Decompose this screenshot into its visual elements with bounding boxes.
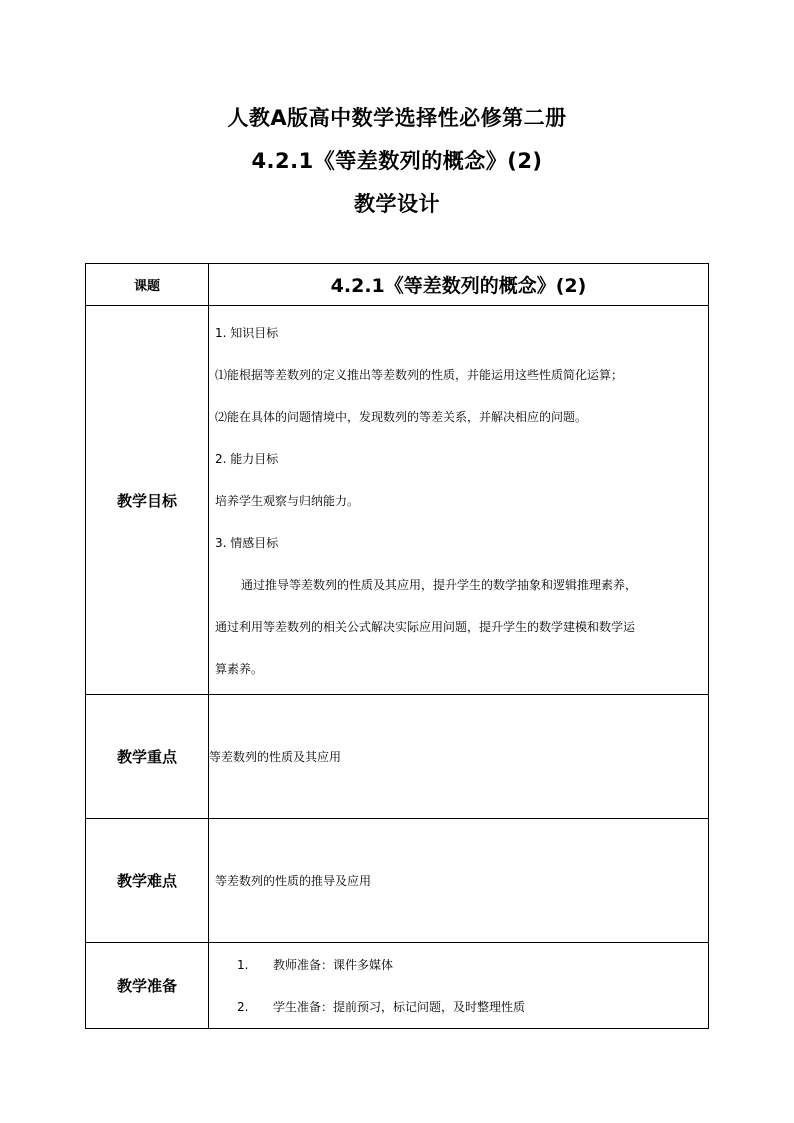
goal-line: 1. 知识目标 (215, 326, 279, 340)
list-item-text: 学生准备：提前预习，标记问题，及时整理性质 (273, 999, 526, 1014)
lesson-plan-table (85, 263, 709, 1029)
goal-line: 通过推导等差数列的性质及其应用，提升学生的数学抽象和逻辑推理素养， (241, 578, 638, 592)
topic-label: 课题 (86, 264, 209, 306)
table-row-goals (86, 306, 709, 695)
preparation-label: 教学准备 (86, 943, 209, 1029)
table-row-key-points (86, 695, 709, 819)
doc-title-line-2: 4.2.1《等差数列的概念》(2) (251, 149, 543, 173)
goal-line: ⑴能根据等差数列的定义推出等差数列的性质，并能运用这些性质简化运算； (215, 368, 624, 382)
table-row-preparation (86, 943, 709, 1029)
goal-line: 培养学生观察与归纳能力。 (215, 494, 360, 508)
goal-line: 通过利用等差数列的相关公式解决实际应用问题，提升学生的数学建模和数学运 (215, 620, 636, 634)
goal-line: ⑵能在具体的问题情境中，发现数列的等差关系，并解决相应的问题。 (215, 410, 588, 424)
goal-line: 3. 情感目标 (215, 536, 279, 550)
table-row-difficulties (86, 819, 709, 943)
goals-label: 教学目标 (86, 306, 209, 695)
goal-line: 2. 能力目标 (215, 452, 279, 466)
doc-title-line-1: 人教A版高中数学选择性必修第二册 (227, 106, 567, 130)
table-row-topic (86, 264, 709, 306)
list-item (237, 944, 708, 986)
list-item-number: 2. (237, 999, 249, 1014)
difficulties-value: 等差数列的性质的推导及应用 (209, 819, 709, 943)
key-points-value: 等差数列的性质及其应用 (209, 695, 709, 819)
list-item (237, 986, 708, 1028)
goals-cell (209, 306, 709, 695)
topic-value: 4.2.1《等差数列的概念》(2) (209, 264, 709, 306)
difficulties-label: 教学难点 (86, 819, 209, 943)
preparation-cell (209, 943, 709, 1029)
key-points-label: 教学重点 (86, 695, 209, 819)
list-item-number: 1. (237, 957, 249, 972)
list-item-text: 教师准备：课件多媒体 (273, 957, 394, 972)
goal-line: 算素养。 (215, 662, 264, 676)
doc-title-line-3: 教学设计 (354, 192, 440, 216)
